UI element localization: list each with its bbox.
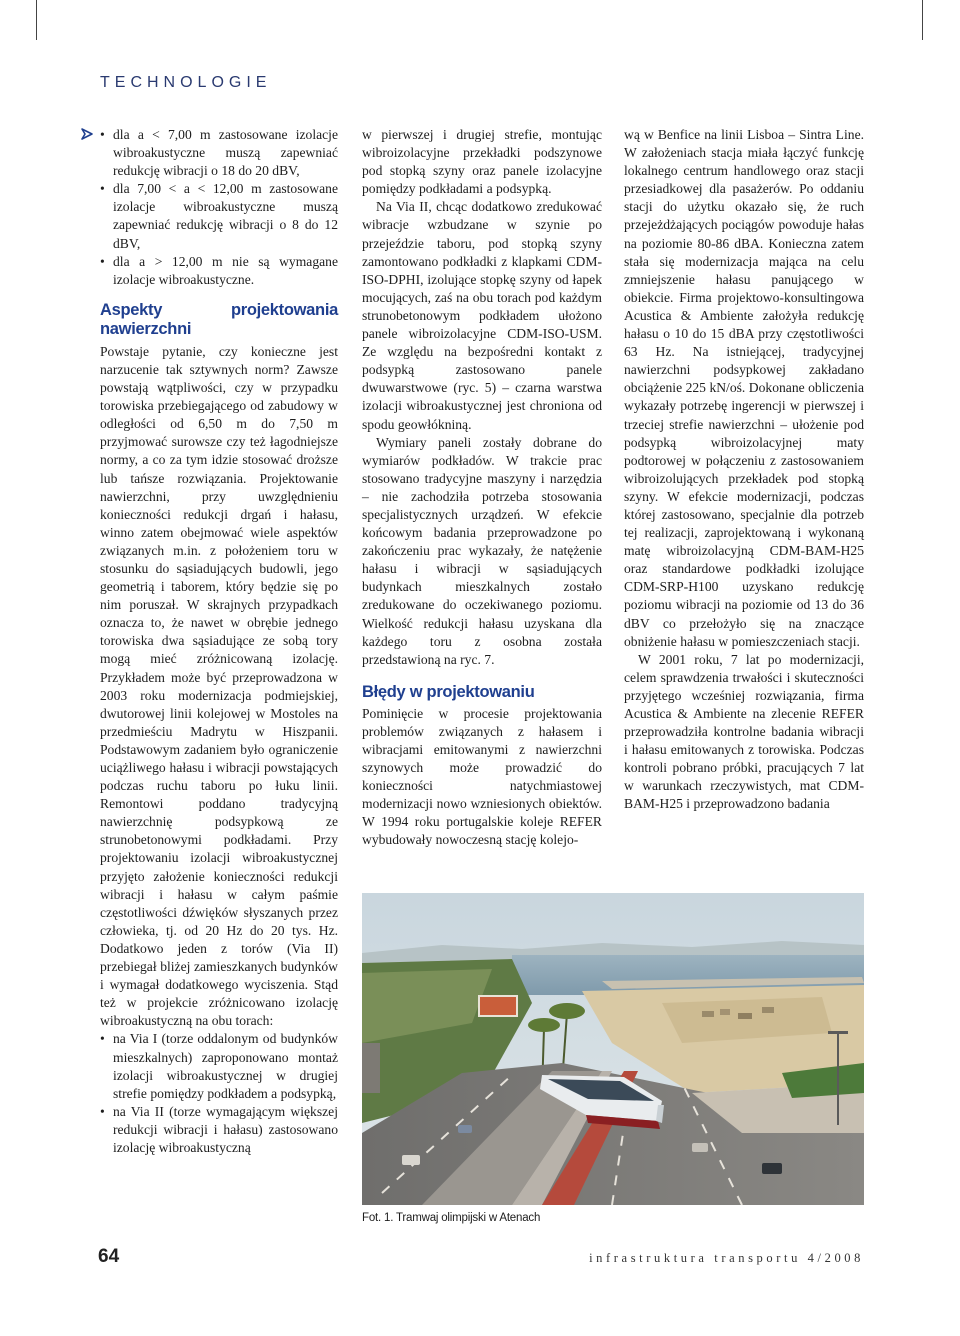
body-paragraph: w pierwszej i drugiej strefie, montując wibroizolacyjne przekładki podszynowe pod stopką szyny oraz panele izolacyjne pomiędzy podkładami a podsypką. (362, 127, 602, 197)
list-item: • dla a < 7,00 m zastosowane izolacje wibroakustyczne muszą zapewniać redukcję wibracji o 18 do 20 dBV, (100, 126, 338, 180)
list-item: • na Via II (torze wymagającym większej redukcji wibracji i hałasu) zastosowano izolację wibroakustyczną (100, 1103, 338, 1157)
body-paragraph: Powstaje pytanie, czy konieczne jest narzucenie tak sztywnych norm? Zawsze powstają wątpliwości, czy w przypadku torowiska przebiegającego od zabudowy w odległości od 6,50 m do 7,50 m przyjmować surowsze czy też łagodniejsze normy, a co za tym idzie stosować droższe lub tańsze rozwiązania. Projektowanie nawierzchni, przy uwzględnieniu konieczności redukcji drgań i hałasu, winno zatem obejmować wiele aspektów związanych m.in. z położeniem toru w stosunku do sąsiadujących budowli, jego geometrią i taborem, który będzie się po nim poruszał. W skrajnych przypadkach oznacza to, że nawet w obrębie jednego torowiska dwa sąsiadujące ze sobą tory mogą mieć zróżnicowaną izolację. Przykładem może być przeprowadzona w 2003 roku modernizacja podmiejskiej, dwutorowej linii kolejowej w Mostoles na przedmieściu Madrytu w Hiszpanii. Podstawowym zadaniem było ograniczenie uciążliwego hałasu i wibracji powstających podczas ruchu taboru po łuku linii. Remontowi poddano tradycyjną nawierzchnię podsypkową ze strunobetonowymi podkładami. Przy projektowaniu izolacji wibroakustycznej przyjęto założenie konieczności redukcji wibracji i hałasu w całym paśmie częstotliwości dźwięków słyszanych przez człowieka, tj. od 20 Hz do 20 tys. Hz. Dodatkowo jeden z torów (Via II) przebiegał bliżej zamieszkanych budynków i wymagał dodatkowego wyciszenia. Stąd też w projekcie zróżnicowano izolację wibroakustyczną na obu torach: (100, 343, 338, 1029)
tram-photo (362, 893, 864, 1205)
bullet-list-bottom (100, 1030, 338, 1157)
tram-photo-illustration (362, 893, 864, 1205)
chevron-right-icon (80, 127, 94, 141)
list-item: • na Via I (torze oddalonym od budynków mieszkalnych) zaproponowano montaż izolacji wibroakustycznej w drugiej strefie pomiędzy podkładem a podsypką, (100, 1030, 338, 1102)
body-paragraph: Pominięcie w procesie projektowania problemów związanych z hałasem i wibracjami emitowanymi z nawierzchni szynowych może prowadzić do konieczności natychmiastowej modernizacji nowo wzniesionych obiektów. W 1994 roku portugalskie koleje REFER wybudowały nowoczesną stację kolejo- (362, 705, 602, 848)
bullet-list-top (100, 126, 338, 289)
column-1 (100, 126, 338, 1157)
body-paragraph: W 2001 roku, 7 lat po modernizacji, celem sprawdzenia trwałości i skuteczności przyjętego wcześniej rozwiązania, firma Acustica & Ambiente na zlecenie REFER przeprowadziła kontrolne badania wibracji i hałasu emitowanych z torowiska. Podczas kontroli pobrano próbki, pracujących 7 lat w warunkach rzeczywistych, mat CDM-BAM-H25 i przeprowadzono badania (624, 651, 864, 812)
column-3 (624, 126, 864, 814)
page-number: 64 (98, 1246, 120, 1267)
body-paragraph: wą w Benfice na linii Lisboa – Sintra Line. W założeniach stacja miała łączyć funkcję lokalnego centrum handlowego oraz stacji przesiadkowej dla pasażerów. Po oddaniu stacji do użytku okazało się, że ruch przejeżdżających pociągów powoduje hałas na poziomie 80-86 dBA. Konieczna zatem stała się modernizacja mająca na celu zmniejszenie hałasu panującego w obiekcie. Firma projektowo-konsultingowa Acustica & Ambiente założyła redukcję hałasu o 10 do 15 dBA przy częstotliwości 63 Hz. Na istniejącej, tradycyjnej nawierzchni podsypkowej zakładano obciążenie 225 kN/oś. Dokonane obliczenia wykazały potrzebę ingerencji w pierwszej i trzeciej strefie nawierzchni – ułożenie pod podsypką wibroizolacyjnej maty podtorowej w połączeniu z zastosowaniem wibroizolujących przekładek pod stopką szyny. W efekcie modernizacji, podczas której zastosowano, specjalnie dla potrzeb tej realizacji, zaprojektowaną i wykonaną matę wibroizolacyjną CDM-BAM-H25 oraz standardowe podkładki izolujące CDM-SRP-H100 uzyskano redukcję poziomu wibracji na poziomie od 13 do 36 dBV co przełożyło się na znaczące obniżenie hałasu w pomieszczeniach stacji. (624, 127, 864, 649)
crop-mark-right (922, 0, 923, 40)
crop-mark-left (36, 0, 37, 40)
body-paragraph: Na Via II, chcąc dodatkowo zredukować wibracje wzbudzane w szynie po przejeździe taboru, pod stopką szyny zamontowano podkładki z klapkami CDM-ISO-DPHI, izolujące stopkę szyny od łapek mocujących, zaś na obu torach pod każdym strunobetonowym podkładem ułożono panele wibroizolacyjne CDM-ISO-USM. Ze względu na bezpośredni kontakt z podsypką zastosowano panele dwuwarstwowe (ryc. 5) – czarna warstwa izolacji wibroakustycznej jest chroniona od spodu geowłókniną. (362, 199, 602, 432)
section-heading: Błędy w projektowaniu (362, 682, 535, 701)
photo-caption: Fot. 1. Tramwaj olimpijski w Atenach (362, 1212, 541, 1224)
body-paragraph: Wymiary paneli zostały dobrane do wymiarów podkładów. W trakcie prac stosowano tradycyjne maszyny i narzędzia – nie zachodziła potrzeba stosowania specjalistycznych urządzeń. W efekcie końcowym badania przeprowadzone po zakończeniu prac wykazały, że natężenie hałasu i wibracji w sąsiadujących budynkach mieszkalnych zostało zredukowane do oczekiwanego poziomu. Wielkość redukcji hałasu uzyskana dla każdego toru z osobna została przedstawioną na ryc. 7. (362, 434, 602, 667)
list-item: • dla 7,00 < a < 12,00 m zastosowane izolacje wibroakustyczne muszą zapewniać redukcję wibracji o 8 do 12 dBV, (100, 180, 338, 252)
journal-title: infrastruktura transportu 4/2008 (589, 1251, 864, 1265)
section-label: TECHNOLOGIE (100, 74, 272, 91)
list-item: • dla a > 12,00 m nie są wymagane izolacje wibroakustyczne. (100, 253, 338, 289)
column-2 (362, 126, 602, 850)
section-heading: Aspekty projektowania nawierzchni (100, 300, 338, 338)
